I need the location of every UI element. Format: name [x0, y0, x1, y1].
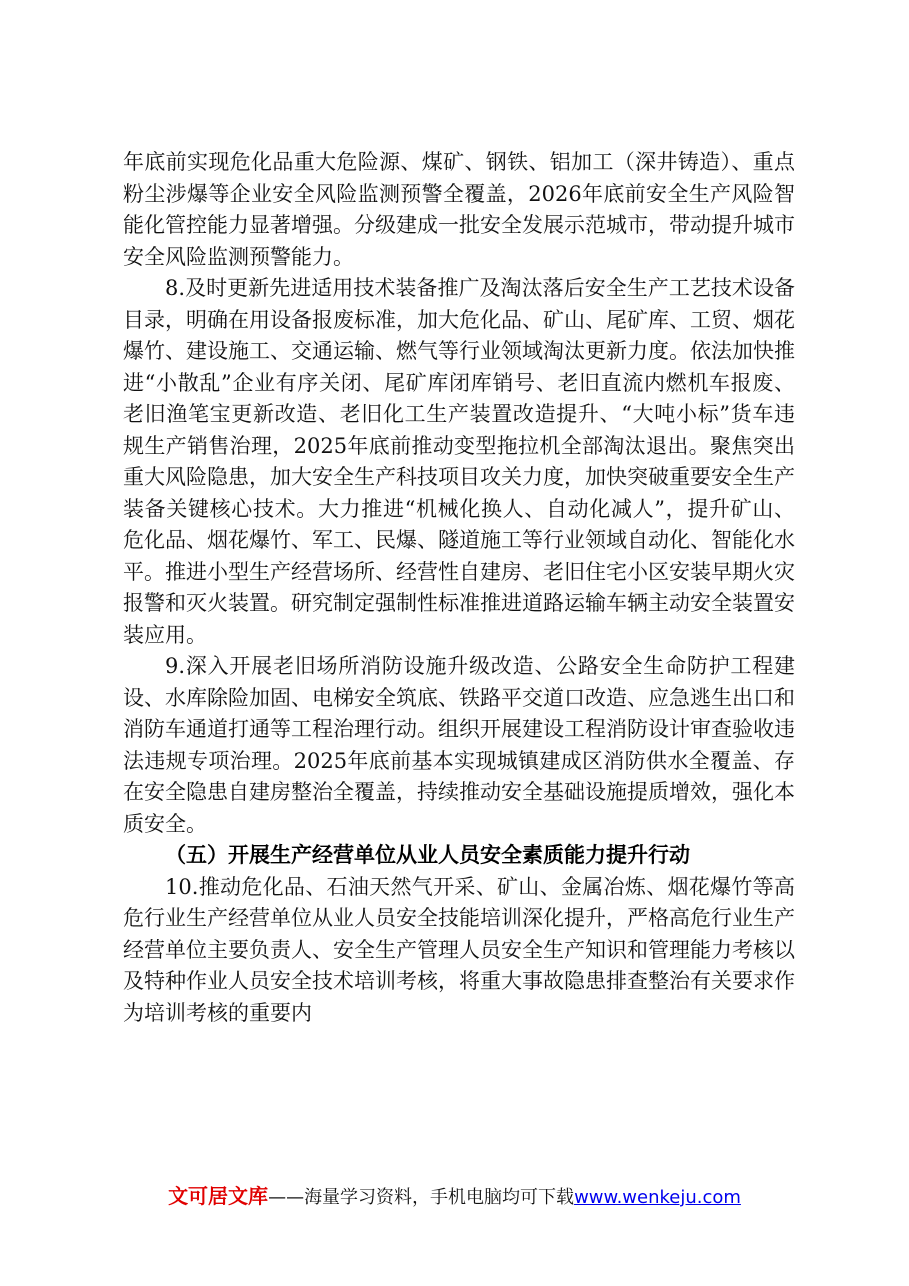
footer-tagline: ——海量学习资料，手机电脑均可下载 [268, 1187, 575, 1208]
paragraph-item-9: 9.深入开展老旧场所消防设施升级改造、公路安全生命防护工程建设、水库除险加固、电梯安全筑底、铁路平交道口改造、应急逃生出口和消防车通道打通等工程治理行动。组织开展建设工程消防设计审查验收违法违规专项治理。2025年底前基本实现城镇建成区消防供水全覆盖、存在安全隐患自建房整治全覆盖，持续推动安全基础设施提质增效，强化本质安全。 [123, 654, 795, 836]
document-body [123, 147, 795, 1029]
footer-brand: 文可居文库 [168, 1184, 269, 1208]
footer-link[interactable]: www.wenkeju.com [574, 1187, 741, 1208]
paragraph-item-10: 10.推动危化品、石油天然气开采、矿山、金属冶炼、烟花爆竹等高危行业生产经营单位从业人员安全技能培训深化提升，严格高危行业生产经营单位主要负责人、安全生产管理人员安全生产知识和管理能力考核以及特种作业人员安全技术培训考核，将重大事故隐患排查整治有关要求作为培训考核的重要内 [123, 874, 795, 1025]
paragraph-item-8: 8.及时更新先进适用技术装备推广及淘汰落后安全生产工艺技术设备目录，明确在用设备报废标准，加大危化品、矿山、尾矿库、工贸、烟花爆竹、建设施工、交通运输、燃气等行业领域淘汰更新力度。依法加快推进“小散乱”企业有序关闭、尾矿库闭库销号、老旧直流内燃机车报废、老旧渔笔宝更新改造、老旧化工生产装置改造提升、“大吨小标”货车违规生产销售治理，2025年底前推动变型拖拉机全部淘汰退出。聚焦突出重大风险隐患，加大安全生产科技项目攻关力度，加快突破重要安全生产装备关键核心技术。大力推进“机械化换人、自动化减人”，提升矿山、危化品、烟花爆竹、军工、民爆、隧道施工等行业领域自动化、智能化水平。推进小型生产经营场所、经营性自建房、老旧住宅小区安装早期火灾报警和灭火装置。研究制定强制性标准推进道路运输车辆主动安全装置安装应用。 [123, 276, 795, 647]
paragraph-continued: 年底前实现危化品重大危险源、煤矿、钢铁、铝加工（深井铸造）、重点粉尘涉爆等企业安全风险监测预警全覆盖，2026年底前安全生产风险智能化管控能力显著增强。分级建成一批安全发展示范城市，带动提升城市安全风险监测预警能力。 [123, 150, 795, 269]
section-heading: （五）开展生产经营单位从业人员安全素质能力提升行动 [165, 843, 690, 867]
page-footer [0, 1182, 909, 1212]
